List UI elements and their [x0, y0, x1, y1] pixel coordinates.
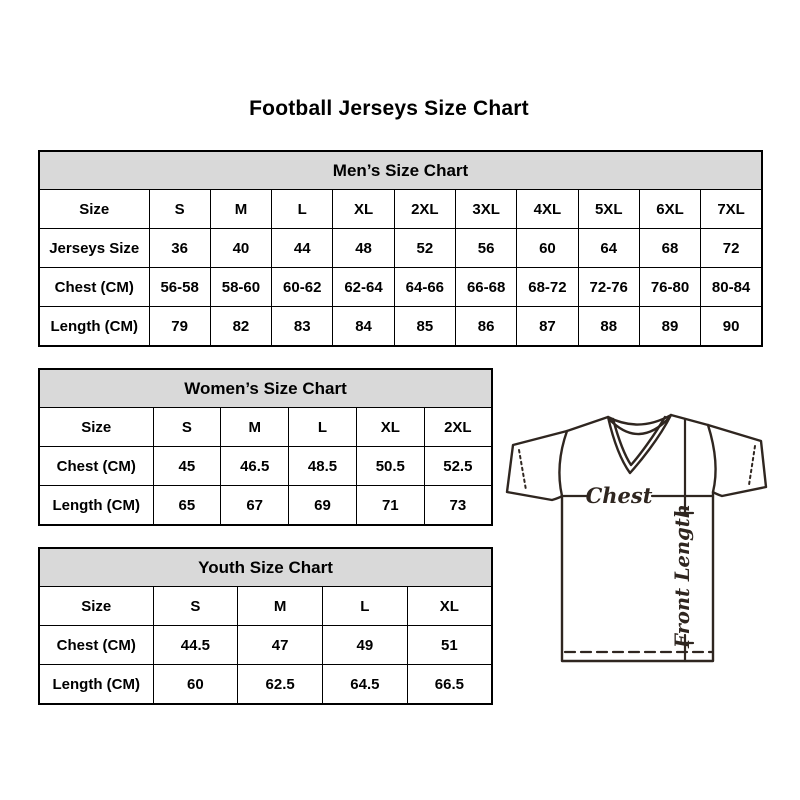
sleeve-stitch-right [749, 446, 755, 485]
row-header-cell: Length (CM) [39, 486, 153, 526]
table-row [39, 486, 492, 526]
value-cell: 85 [394, 307, 455, 347]
value-cell: 64.5 [323, 665, 408, 705]
table-row [39, 268, 762, 307]
value-cell: 62.5 [238, 665, 323, 705]
row-header-cell: Size [39, 190, 149, 229]
value-cell: 60-62 [272, 268, 333, 307]
size-header-cell: XL [333, 190, 394, 229]
value-cell: 56-58 [149, 268, 210, 307]
sleeve-stitch-left [519, 450, 526, 490]
value-cell: 84 [333, 307, 394, 347]
chest-label: Chest [585, 483, 653, 508]
value-cell: 67 [221, 486, 289, 526]
size-header-cell: XL [356, 408, 424, 447]
size-header-cell: 2XL [424, 408, 492, 447]
row-header-cell: Chest (CM) [39, 626, 153, 665]
size-header-cell: S [153, 408, 221, 447]
value-cell: 72-76 [578, 268, 639, 307]
armhole-seam-right [708, 425, 716, 492]
row-header-cell: Chest (CM) [39, 268, 149, 307]
size-header-cell: 2XL [394, 190, 455, 229]
value-cell: 51 [407, 626, 492, 665]
size-header-cell: M [221, 408, 289, 447]
page-title: Football Jerseys Size Chart [249, 97, 529, 120]
row-header-cell: Size [39, 587, 153, 626]
table-title: Youth Size Chart [39, 548, 492, 587]
size-header-cell: L [323, 587, 408, 626]
table-title: Men’s Size Chart [39, 151, 762, 190]
value-cell: 79 [149, 307, 210, 347]
row-header-cell: Size [39, 408, 153, 447]
size-header-cell: XL [407, 587, 492, 626]
value-cell: 65 [153, 486, 221, 526]
table-row [39, 408, 492, 447]
value-cell: 64-66 [394, 268, 455, 307]
jersey-measurement-diagram [503, 403, 775, 669]
size-header-cell: L [289, 408, 357, 447]
value-cell: 60 [517, 229, 578, 268]
value-cell: 48.5 [289, 447, 357, 486]
value-cell: 87 [517, 307, 578, 347]
value-cell: 47 [238, 626, 323, 665]
mens-size-table [38, 150, 763, 347]
value-cell: 44 [272, 229, 333, 268]
value-cell: 66-68 [455, 268, 516, 307]
size-header-cell: 3XL [455, 190, 516, 229]
table-row [39, 665, 492, 705]
value-cell: 72 [701, 229, 762, 268]
front-length-label: Front Length [671, 504, 694, 648]
row-header-cell: Length (CM) [39, 665, 153, 705]
value-cell: 86 [455, 307, 516, 347]
value-cell: 52 [394, 229, 455, 268]
value-cell: 82 [210, 307, 271, 347]
womens-size-table [38, 368, 493, 526]
value-cell: 44.5 [153, 626, 238, 665]
value-cell: 40 [210, 229, 271, 268]
table-row [39, 190, 762, 229]
value-cell: 45 [153, 447, 221, 486]
size-header-cell: L [272, 190, 333, 229]
size-header-cell: 6XL [639, 190, 700, 229]
value-cell: 83 [272, 307, 333, 347]
table-title: Women’s Size Chart [39, 369, 492, 408]
value-cell: 89 [639, 307, 700, 347]
youth-size-table [38, 547, 493, 705]
value-cell: 71 [356, 486, 424, 526]
value-cell: 46.5 [221, 447, 289, 486]
table-row [39, 229, 762, 268]
value-cell: 90 [701, 307, 762, 347]
row-header-cell: Length (CM) [39, 307, 149, 347]
size-header-cell: M [238, 587, 323, 626]
value-cell: 36 [149, 229, 210, 268]
size-header-cell: S [149, 190, 210, 229]
value-cell: 69 [289, 486, 357, 526]
value-cell: 66.5 [407, 665, 492, 705]
row-header-cell: Chest (CM) [39, 447, 153, 486]
size-header-cell: 4XL [517, 190, 578, 229]
value-cell: 60 [153, 665, 238, 705]
table-title-row [39, 369, 492, 408]
value-cell: 64 [578, 229, 639, 268]
value-cell: 58-60 [210, 268, 271, 307]
value-cell: 52.5 [424, 447, 492, 486]
table-title-row [39, 151, 762, 190]
table-row [39, 447, 492, 486]
size-header-cell: 5XL [578, 190, 639, 229]
table-row [39, 587, 492, 626]
value-cell: 50.5 [356, 447, 424, 486]
row-header-cell: Jerseys Size [39, 229, 149, 268]
value-cell: 68 [639, 229, 700, 268]
value-cell: 62-64 [333, 268, 394, 307]
jersey-outline [507, 415, 766, 661]
armhole-seam-left [559, 431, 567, 496]
value-cell: 56 [455, 229, 516, 268]
value-cell: 88 [578, 307, 639, 347]
jersey-lines [507, 415, 766, 661]
value-cell: 48 [333, 229, 394, 268]
value-cell: 49 [323, 626, 408, 665]
size-header-cell: M [210, 190, 271, 229]
value-cell: 80-84 [701, 268, 762, 307]
value-cell: 76-80 [639, 268, 700, 307]
size-header-cell: S [153, 587, 238, 626]
table-row [39, 307, 762, 347]
value-cell: 73 [424, 486, 492, 526]
size-header-cell: 7XL [701, 190, 762, 229]
table-title-row [39, 548, 492, 587]
table-row [39, 626, 492, 665]
value-cell: 68-72 [517, 268, 578, 307]
